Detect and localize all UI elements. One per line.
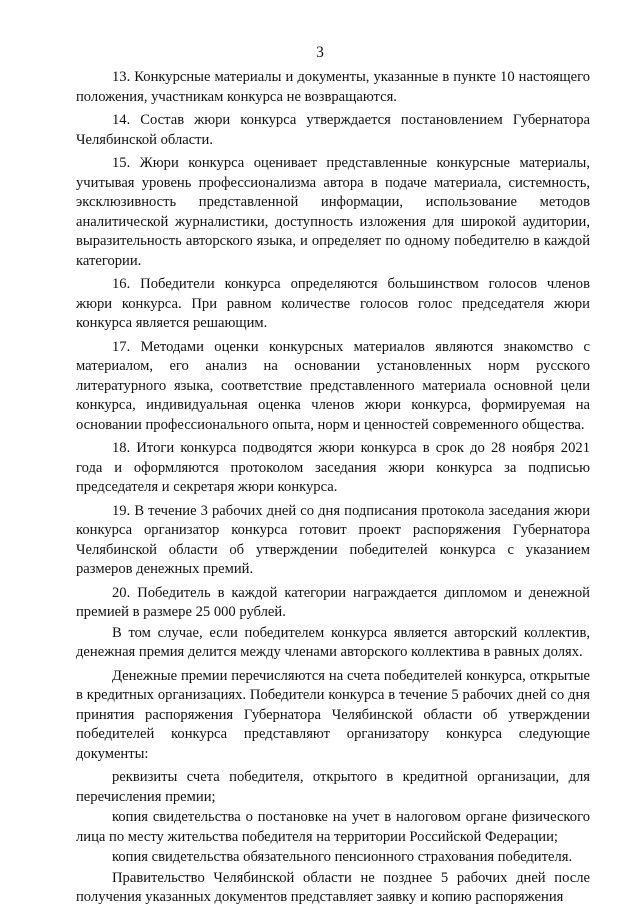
document-body	[76, 68, 590, 912]
paragraph-payments: Денежные премии перечисляются на счета победителей конкурса, открытые в кредитных организациях. Победители конкурса в течение 5 рабочих дней со дня принятия распоряжения Губернатора Челябинской области об утверждении победителей конкурса представляют организатору конкурса следующие документы:	[76, 667, 590, 762]
list-item-account-details: реквизиты счета победителя, открытого в кредитной организации, для перечисления премии;	[76, 769, 590, 805]
list-item-pension-certificate: копия свидетельства обязательного пенсионного страхования победителя.	[112, 849, 573, 865]
paragraph-13: 13. Конкурсные материалы и документы, указанные в пункте 10 настоящего положения, участникам конкурса не возвращаются.	[76, 69, 590, 105]
paragraph-collective: В том случае, если победителем конкурса является авторский коллектив, денежная премия делится между членами авторского коллектива в равных долях.	[76, 624, 590, 660]
paragraph-17: 17. Методами оценки конкурсных материалов являются знакомство с материалом, его анализ на основании установленных норм русского литературного языка, соответствие представленного материала основной цели конкурса, индивидуальная оценка членов жюри конкурса, формируемая на основании профессионального опыта, норм и ценностей современного общества.	[76, 338, 590, 433]
paragraph-government: Правительство Челябинской области не позднее 5 рабочих дней после получения указанных документов представляет заявку и копию распоряжения	[76, 869, 590, 905]
paragraph-19: 19. В течение 3 рабочих дней со дня подписания протокола заседания жюри конкурса организатор конкурса готовит проект распоряжения Губернатора Челябинской области об утверждении победителей конкурса с указанием размеров денежных премий.	[76, 502, 590, 577]
paragraph-15: 15. Жюри конкурса оценивает представленные конкурсные материалы, учитывая уровень профессионализма автора в подаче материала, системность, эксклюзивность представленной информации, использование методов аналитической журналистики, доступность изложения для широкой аудитории, выразительность авторского языка, и определяет по одному победителю в каждой категории.	[76, 155, 590, 269]
page-number: 3	[316, 44, 324, 61]
paragraph-18: 18. Итоги конкурса подводятся жюри конкурса в срок до 28 ноября 2021 года и оформляются протоколом заседания жюри конкурса за подписью председателя и секретаря жюри конкурса.	[76, 440, 590, 495]
paragraph-14: 14. Состав жюри конкурса утверждается постановлением Губернатора Челябинской области.	[76, 112, 590, 148]
paragraph-20: 20. Победитель в каждой категории награждается дипломом и денежной премией в размере 25 000 рублей.	[76, 584, 590, 620]
list-item-tax-certificate: копия свидетельства о постановке на учет в налоговом органе физического лица по месту жительства победителя на территории Российской Федерации;	[76, 809, 590, 845]
paragraph-16: 16. Победители конкурса определяются большинством голосов членов жюри конкурса. При равном количестве голосов голос председателя жюри конкурса является решающим.	[76, 276, 590, 331]
